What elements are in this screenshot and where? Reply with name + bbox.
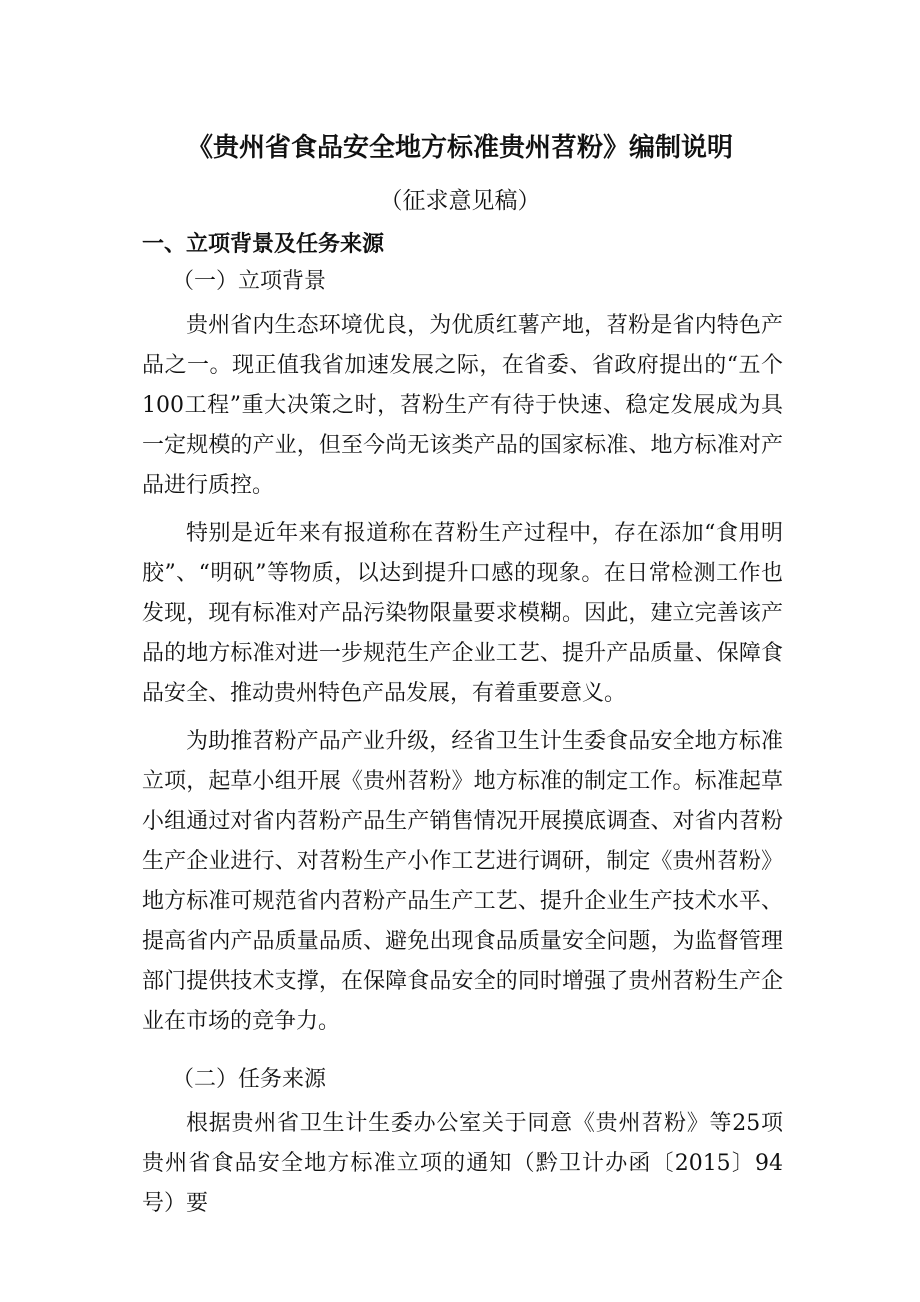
subsection-heading-background: （一）立项背景: [172, 269, 327, 294]
subsection-heading-task-source: （二）任务来源: [172, 1067, 327, 1092]
document-subtitle: （征求意见稿）: [379, 188, 541, 214]
paragraph-task-source-1: 根据贵州省卫生计生委办公室关于同意《贵州苕粉》等25项贵州省食品安全地方标准立项的通知（黔卫计办函〔2015〕94号）要: [142, 1111, 783, 1216]
paragraph-background-2: 特别是近年来有报道称在苕粉生产过程中，存在添加“食用明胶”、“明矾”等物质，以达到提升口感的现象。在日常检测工作也发现，现有标准对产品污染物限量要求模糊。因此，建立完善该产品的地方标准对进一步规范生产企业工艺、提升产品质量、保障食品安全、推动贵州特色产品发展，有着重要意义。: [142, 521, 783, 706]
section-heading-background-and-source: 一、立项背景及任务来源: [142, 231, 385, 257]
paragraph-background-3: 为助推苕粉产品产业升级，经省卫生计生委食品安全地方标准立项，起草小组开展《贵州苕粉》地方标准的制定工作。标准起草小组通过对省内苕粉产品生产销售情况开展摸底调查、对省内苕粉生产企业进行、对苕粉生产小作工艺进行调研，制定《贵州苕粉》地方标准可规范省内苕粉产品生产工艺、提升企业生产技术水平、提高省内产品质量品质、避免出现食品质量安全问题，为监督管理部门提供技术支撑，在保障食品安全的同时增强了贵州苕粉生产企业在市场的竞争力。: [142, 729, 783, 1034]
paragraph-background-1: 贵州省内生态环境优良，为优质红薯产地，苕粉是省内特色产品之一。现正值我省加速发展之际，在省委、省政府提出的“五个100工程”重大决策之时，苕粉生产有待于快速、稳定发展成为具一定规模的产业，但至今尚无该类产品的国家标准、地方标准对产品进行质控。: [142, 313, 783, 498]
document-title: 《贵州省食品安全地方标准贵州苕粉》编制说明: [186, 133, 733, 163]
